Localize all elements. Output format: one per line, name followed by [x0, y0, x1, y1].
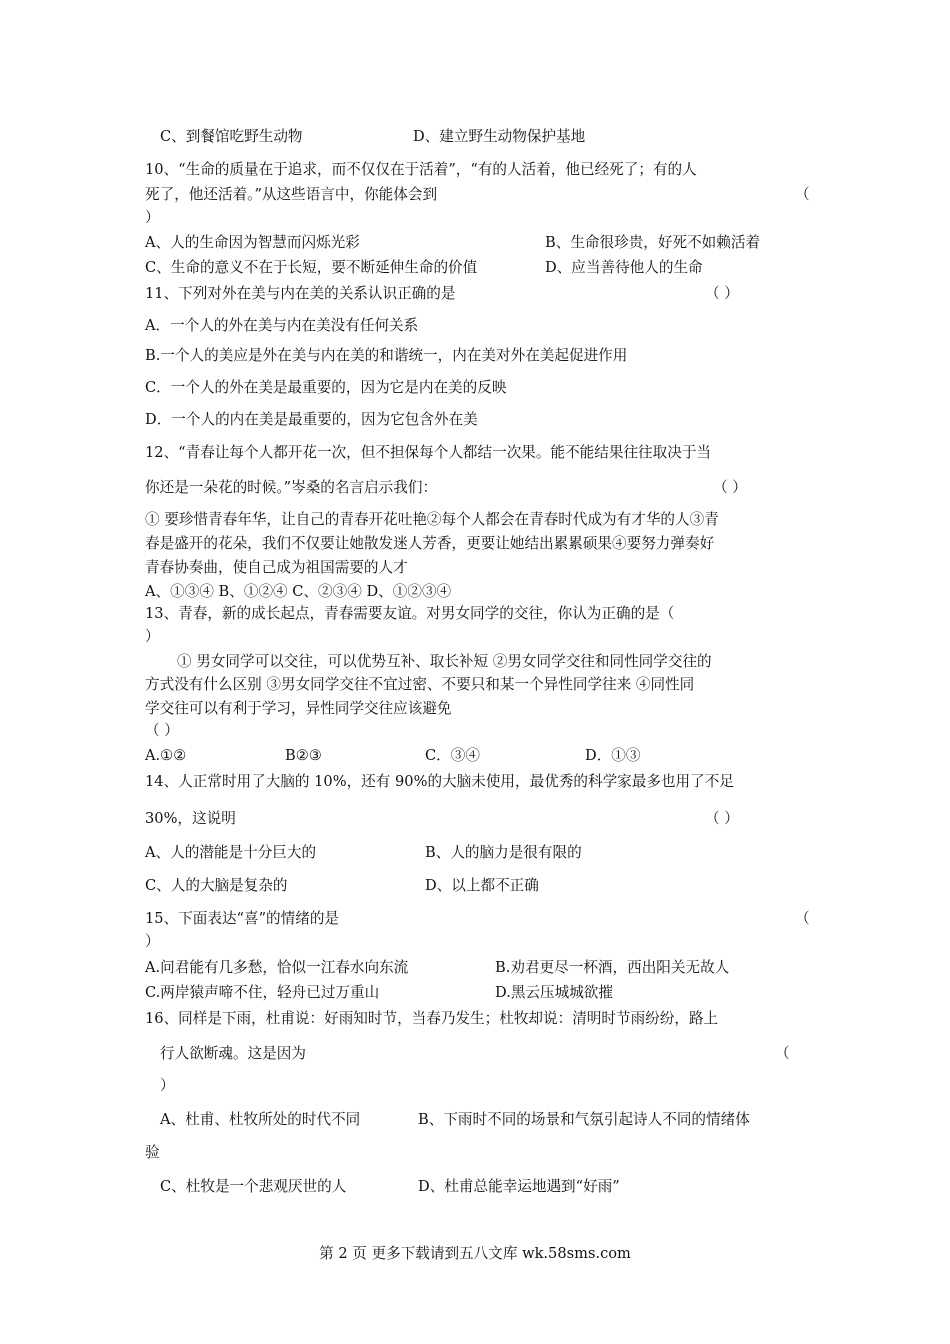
q13-statements-line3: 学交往可以有利于学习，异性同学交往应该避免 [145, 700, 452, 717]
q13-paren-close: ） [145, 628, 160, 645]
q13-option-c: C．③④ [425, 747, 480, 764]
q14-option-b: B、人的脑力是很有限的 [425, 844, 582, 861]
q13-statements-line1: ① 男女同学可以交往，可以优势互补、取长补短 ②男女同学交往和同性同学交往的 [177, 653, 712, 670]
q9-option-c: C、到餐馆吃野生动物 [160, 128, 303, 145]
q13-paren: （ ） [145, 722, 179, 739]
q10-paren-open: （ [795, 186, 810, 203]
q15-paren-open: （ [795, 910, 810, 927]
q12-statements-line3: 青春协奏曲，使自己成为祖国需要的人才 [145, 559, 408, 576]
q12-options: A、①③④ B、①②④ C、②③④ D、①②③④ [145, 583, 452, 600]
q10-stem-line1: 10、“生命的质量在于追求，而不仅仅在于活着”，“有的人活着，他已经死了；有的人 [145, 161, 697, 178]
q12-statements-line2: 春是盛开的花朵，我们不仅要让她散发迷人芳香，更要让她结出累累硕果④要努力弹奏好 [145, 535, 715, 552]
q12-statements-line1: ① 要珍惜青春年华，让自己的青春开花吐艳②每个人都会在青春时代成为有才华的人③青 [145, 511, 719, 528]
q10-option-b: B、生命很珍贵，好死不如赖活着 [545, 234, 761, 251]
q13-option-b: B②③ [285, 747, 322, 764]
q14-option-c: C、人的大脑是复杂的 [145, 877, 288, 894]
q16-option-b: B、下雨时不同的场景和气氛引起诗人不同的情绪体 [418, 1111, 750, 1128]
q16-option-c: C、杜牧是一个悲观厌世的人 [160, 1178, 347, 1195]
q15-option-d: D.黑云压城城欲摧 [495, 984, 613, 1001]
q12-stem-line2: 你还是一朵花的时候。”岑桑的名言启示我们： [145, 479, 438, 496]
q11-option-c: C．一个人的外在美是最重要的，因为它是内在美的反映 [145, 379, 507, 396]
q10-paren-close: ） [145, 209, 160, 226]
page-footer: 第 2 页 更多下载请到五八文库 wk.58sms.com [319, 1245, 631, 1262]
q10-option-c: C、生命的意义不在于长短，要不断延伸生命的价值 [145, 259, 478, 276]
q16-paren-close: ） [160, 1077, 175, 1094]
q15-option-a: A.问君能有几多愁，恰似一江春水向东流 [145, 959, 409, 976]
q16-option-b-cont: 验 [145, 1144, 160, 1161]
q10-stem-line2: 死了，他还活着。”从这些语言中，你能体会到 [145, 186, 438, 203]
q10-option-d: D、应当善待他人的生命 [545, 259, 703, 276]
q13-statements-line2: 方式没有什么区别 ③男女同学交往不宜过密、不要只和某一个异性同学往来 ④同性同 [145, 676, 695, 693]
q16-paren-open: （ [775, 1045, 790, 1062]
q16-option-d: D、杜甫总能幸运地遇到“好雨” [418, 1178, 620, 1195]
q11-option-d: D．一个人的内在美是最重要的，因为它包含外在美 [145, 411, 478, 428]
q15-option-b: B.劝君更尽一杯酒，西出阳关无故人 [495, 959, 730, 976]
q16-stem-line2: 行人欲断魂。这是因为 [160, 1045, 306, 1062]
q12-stem-line1: 12、“青春让每个人都开花一次，但不担保每个人都结一次果。能不能结果往往取决于当 [145, 444, 712, 461]
q14-option-d: D、以上都不正确 [425, 877, 539, 894]
q12-paren: （ ） [713, 479, 747, 496]
q16-option-a: A、杜甫、杜牧所处的时代不同 [160, 1111, 361, 1128]
q14-stem-line2: 30%，这说明 [145, 810, 236, 827]
q13-option-a: A.①② [145, 747, 187, 764]
q14-option-a: A、人的潜能是十分巨大的 [145, 844, 317, 861]
q15-option-c: C.两岸猿声啼不住，轻舟已过万重山 [145, 984, 380, 1001]
q14-paren: （ ） [705, 810, 739, 827]
q13-option-d: D．①③ [585, 747, 641, 764]
q11-stem: 11、下列对外在美与内在美的关系认识正确的是 [145, 285, 456, 302]
q11-paren: （ ） [705, 285, 739, 302]
q14-stem-line1: 14、人正常时用了大脑的 10%，还有 90%的大脑未使用，最优秀的科学家最多也用了不足 [145, 773, 734, 790]
q15-paren-close: ） [145, 933, 160, 950]
q10-option-a: A、人的生命因为智慧而闪烁光彩 [145, 234, 360, 251]
q13-stem: 13、青春，新的成长起点，青春需要友谊。对男女同学的交往，你认为正确的是（ [145, 605, 675, 622]
q11-option-a: A．一个人的外在美与内在美没有任何关系 [145, 317, 419, 334]
q16-stem-line1: 16、同样是下雨，杜甫说：好雨知时节，当春乃发生；杜牧却说：清明时节雨纷纷，路上 [145, 1010, 719, 1027]
q9-option-d: D、建立野生动物保护基地 [413, 128, 586, 145]
q15-stem: 15、下面表达“喜”的情绪的是 [145, 910, 340, 927]
q11-option-b: B.一个人的美应是外在美与内在美的和谐统一，内在美对外在美起促进作用 [145, 347, 628, 364]
